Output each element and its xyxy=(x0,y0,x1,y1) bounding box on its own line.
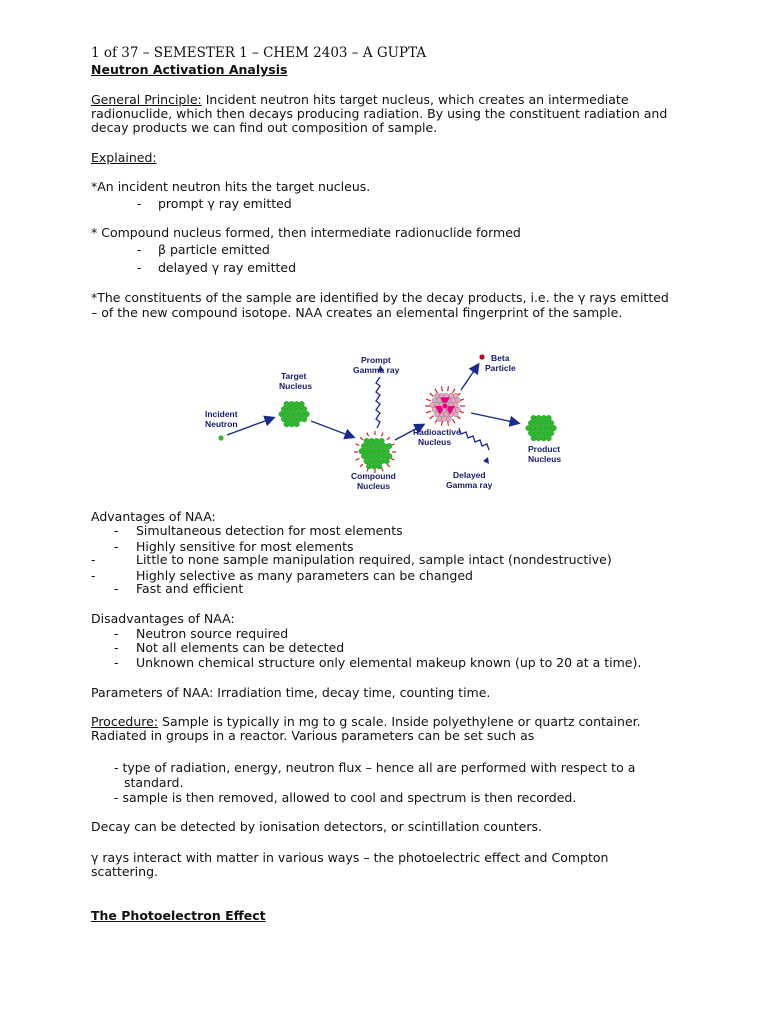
nucleon xyxy=(531,415,537,421)
excitation-spike xyxy=(360,464,363,467)
dash-bullet: - xyxy=(137,260,142,275)
procedure-line2: Radiated in groups in a reactor. Various parameters can be set such as xyxy=(91,728,535,743)
nucleon xyxy=(455,398,460,403)
incident-neutron-dot xyxy=(218,435,223,440)
advantage-item: Little to none sample manipulation required, sample intact (nondestructive) xyxy=(136,552,612,567)
explained-p3-line2: – of the new compound isotope. NAA creates an elemental fingerprint of the sample. xyxy=(91,305,623,320)
excitation-spike xyxy=(387,437,390,440)
decay-detection-text: Decay can be detected by ionisation detectors, or scintillation counters. xyxy=(91,819,543,834)
excitation-spike xyxy=(356,459,360,461)
trefoil-hub xyxy=(443,404,448,409)
nucleon xyxy=(289,401,295,407)
dash-bullet: - xyxy=(114,581,119,596)
page-title: Neutron Activation Analysis xyxy=(91,62,288,77)
nucleon xyxy=(294,421,300,427)
naa-process-diagram xyxy=(195,345,575,500)
nucleon xyxy=(299,401,305,407)
nucleon xyxy=(371,453,377,459)
radiation-spike xyxy=(448,386,449,391)
nucleon xyxy=(546,415,552,421)
nucleon xyxy=(361,453,367,459)
nucleon xyxy=(432,398,437,403)
nucleon xyxy=(546,425,552,431)
advantage-item: Simultaneous detection for most elements xyxy=(136,523,403,538)
nucleon xyxy=(434,393,439,398)
advantage-item: Highly sensitive for most elements xyxy=(136,539,354,554)
radioactive-nucleus xyxy=(425,386,465,425)
advantage-item: Fast and efficient xyxy=(136,581,244,596)
product-nucleus xyxy=(526,415,557,441)
compound-nucleus xyxy=(354,431,396,473)
advantage-item: Highly selective as many parameters can be changed xyxy=(136,568,473,583)
nucleon xyxy=(531,435,537,441)
nucleon xyxy=(543,430,549,436)
nucleon xyxy=(284,401,290,407)
nucleon xyxy=(453,412,458,417)
gamma-interaction-line2: scattering. xyxy=(91,864,158,879)
prompt-gamma-ray xyxy=(376,377,380,428)
nucleon xyxy=(453,393,458,398)
nucleon xyxy=(536,435,542,441)
nucleon xyxy=(364,458,370,464)
nucleon xyxy=(526,425,532,431)
procedure-item1-line1: - type of radiation, energy, neutron flux – hence all are performed with respect to a xyxy=(114,760,636,775)
nucleon xyxy=(281,416,287,422)
nucleon xyxy=(286,406,292,412)
explained-p2-item: β particle emitted xyxy=(158,242,270,257)
disadvantage-item: Unknown chemical structure only elemental makeup known (up to 20 at a time). xyxy=(136,655,642,670)
nucleon xyxy=(284,421,290,427)
nucleon xyxy=(386,443,392,449)
nucleon xyxy=(291,416,297,422)
nucleon xyxy=(533,420,539,426)
nucleon xyxy=(376,443,382,449)
dash-bullet: - xyxy=(114,523,119,538)
nucleon xyxy=(366,463,372,469)
nucleon xyxy=(284,411,290,417)
nucleon xyxy=(381,453,387,459)
delayed-gamma-label: Delayed Gamma ray xyxy=(446,470,493,490)
radiation-spike xyxy=(453,419,456,423)
nucleon xyxy=(536,425,542,431)
disadvantage-item: Neutron source required xyxy=(136,626,289,641)
nucleon xyxy=(286,416,292,422)
nucleon xyxy=(294,401,300,407)
nucleon xyxy=(279,411,285,417)
nucleon xyxy=(536,415,542,421)
target-nucleus xyxy=(279,401,310,427)
nucleon xyxy=(533,430,539,436)
explained-p2-item: delayed γ ray emitted xyxy=(158,260,297,275)
nucleon xyxy=(444,412,449,417)
radiation-spike xyxy=(442,421,443,426)
nucleon xyxy=(548,420,554,426)
nucleon xyxy=(289,421,295,427)
nucleon xyxy=(374,438,380,444)
nucleon xyxy=(531,425,537,431)
dash-bullet: - xyxy=(137,242,142,257)
explained-p1-item: prompt γ ray emitted xyxy=(158,196,292,211)
explained-label: Explained: xyxy=(91,150,157,165)
nucleon xyxy=(437,416,442,421)
dash-bullet: - xyxy=(114,539,119,554)
nucleon xyxy=(296,416,302,422)
excitation-spike xyxy=(382,433,384,437)
dash-bullet: - xyxy=(114,640,119,655)
nucleon xyxy=(455,407,460,412)
excitation-spike xyxy=(360,437,363,440)
procedure-item2: - sample is then removed, allowed to cool and spectrum is then recorded. xyxy=(114,790,577,805)
nucleon xyxy=(281,406,287,412)
nucleon xyxy=(296,406,302,412)
delayed-gamma-ray xyxy=(459,428,489,450)
disadvantage-item: Not all elements can be detected xyxy=(136,640,345,655)
dash-bullet: - xyxy=(91,568,96,583)
nucleon xyxy=(289,411,295,417)
nucleon xyxy=(361,443,367,449)
product-nucleus-label: Product Nucleus xyxy=(528,444,562,464)
nucleon xyxy=(386,453,392,459)
parameters-text: Parameters of NAA: Irradiation time, decay time, counting time. xyxy=(91,685,491,700)
nucleon xyxy=(548,430,554,436)
nucleon xyxy=(301,416,307,422)
nucleon xyxy=(291,406,297,412)
nucleon xyxy=(371,443,377,449)
procedure-item1-line2: standard. xyxy=(124,775,184,790)
excitation-spike xyxy=(367,433,369,437)
radiation-spike xyxy=(435,389,438,393)
nucleon xyxy=(369,438,375,444)
nucleon xyxy=(528,430,534,436)
nucleon xyxy=(371,463,377,469)
radiation-spike xyxy=(453,389,456,393)
nucleon xyxy=(551,425,557,431)
nucleon xyxy=(301,406,307,412)
radiation-spike xyxy=(430,393,434,396)
nucleon xyxy=(538,430,544,436)
nucleon xyxy=(369,448,375,454)
general-principle-line2: radionuclide, which then decays producing radiation. By using the constituent radiation and xyxy=(91,106,668,121)
nucleon xyxy=(384,448,390,454)
nucleon xyxy=(541,415,547,421)
page-header: 1 of 37 – SEMESTER 1 – CHEM 2403 – A GUPTA xyxy=(91,45,427,61)
compound-nucleus-label: Compound Nucleus xyxy=(351,471,396,491)
explained-p1: *An incident neutron hits the target nucleus. xyxy=(91,179,371,194)
dash-bullet: - xyxy=(137,196,142,211)
nucleon xyxy=(366,443,372,449)
nucleon xyxy=(299,411,305,417)
nucleon xyxy=(374,448,380,454)
radiation-spike xyxy=(426,399,431,401)
general-principle-line3: decay products we can find out composition of sample. xyxy=(91,120,438,135)
radioactive-to-product-arrow xyxy=(471,413,518,423)
advantages-heading: Advantages of NAA: xyxy=(91,509,216,524)
excitation-spike xyxy=(356,444,360,446)
nucleon xyxy=(441,416,446,421)
radiation-spike xyxy=(430,416,434,419)
nucleon xyxy=(359,448,365,454)
nucleon xyxy=(451,398,456,403)
nucleon xyxy=(541,425,547,431)
procedure-label: Procedure: xyxy=(91,714,159,729)
general-principle-text: Incident neutron hits target nucleus, which creates an intermediate xyxy=(201,92,629,107)
nucleon xyxy=(543,420,549,426)
target-nucleus-label: Target Nucleus xyxy=(279,371,313,391)
nucleon xyxy=(369,458,375,464)
nucleon xyxy=(366,453,372,459)
nucleon xyxy=(374,458,380,464)
explained-p3-line1: *The constituents of the sample are identified by the decay products, i.e. the γ rays emitted xyxy=(91,290,669,305)
general-principle-label: General Principle: xyxy=(91,92,202,107)
excitation-spike xyxy=(387,464,390,467)
nucleon xyxy=(379,458,385,464)
incident-neutron-label: Incident Neutron xyxy=(205,409,238,429)
section-heading: The Photoelectron Effect xyxy=(91,908,266,923)
nucleon xyxy=(379,438,385,444)
radioactive-nucleus-label: Radioactive Nucleus xyxy=(413,427,461,447)
nucleon xyxy=(430,402,435,407)
nucleon xyxy=(541,435,547,441)
nucleon xyxy=(381,443,387,449)
disadvantages-heading: Disadvantages of NAA: xyxy=(91,611,235,626)
dash-bullet: - xyxy=(114,655,119,670)
nucleon xyxy=(538,420,544,426)
nucleon xyxy=(384,458,390,464)
nucleon xyxy=(364,448,370,454)
nucleon xyxy=(379,448,385,454)
nucleon xyxy=(294,411,300,417)
prompt-gamma-label: Prompt Gamma ray xyxy=(353,355,400,375)
radiation-spike xyxy=(426,411,431,413)
beta-particle-label: Beta Particle xyxy=(485,353,516,373)
nucleon xyxy=(364,438,370,444)
nucleon xyxy=(376,453,382,459)
nucleon xyxy=(528,420,534,426)
gamma-interaction-line1: γ rays interact with matter in various ways – the photoelectric effect and Compton xyxy=(91,850,609,865)
beta-arrow xyxy=(461,365,478,390)
radiation-spike xyxy=(442,386,443,391)
procedure-text: Sample is typically in mg to g scale. Inside polyethylene or quartz container. xyxy=(158,714,641,729)
beta-particle-dot xyxy=(479,354,484,359)
nucleon xyxy=(376,463,382,469)
nucleon xyxy=(446,416,451,421)
excitation-spike xyxy=(391,459,395,461)
dash-bullet: - xyxy=(91,552,96,567)
explained-p2: * Compound nucleus formed, then intermediate radionuclide formed xyxy=(91,225,521,240)
nucleon xyxy=(304,411,310,417)
dash-bullet: - xyxy=(114,626,119,641)
target-to-compound-arrow xyxy=(311,421,353,437)
nucleon xyxy=(546,435,552,441)
